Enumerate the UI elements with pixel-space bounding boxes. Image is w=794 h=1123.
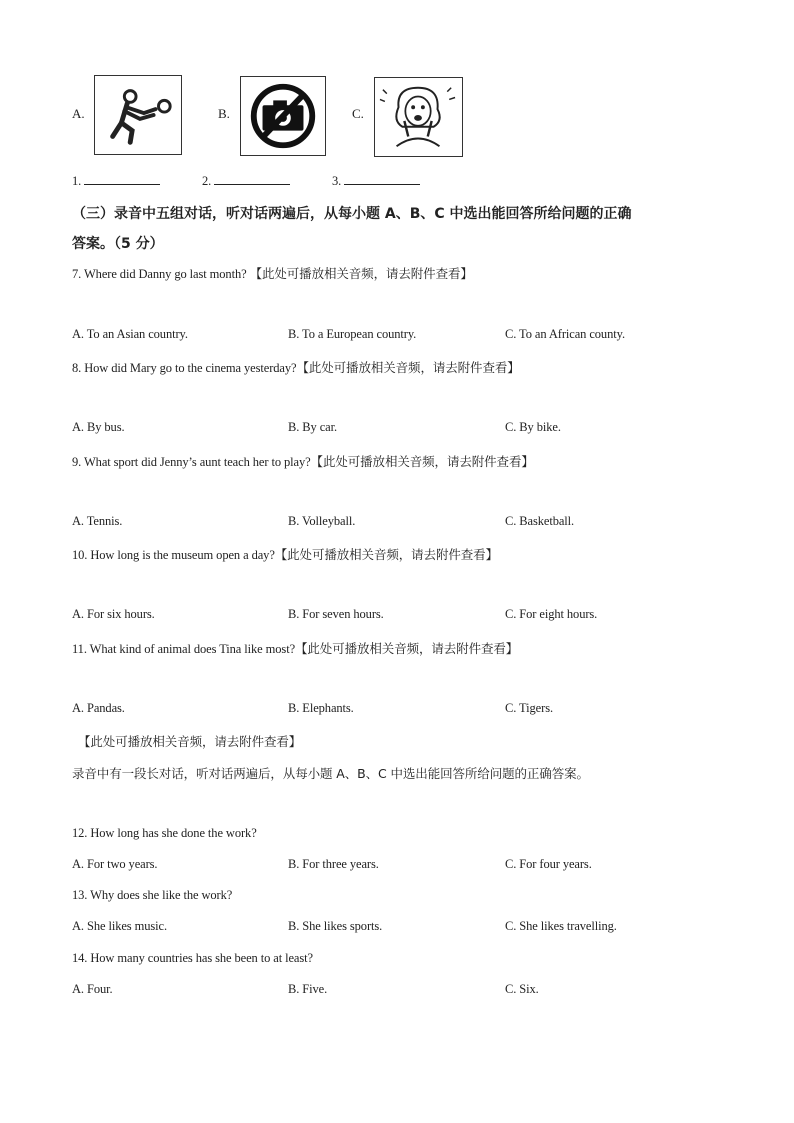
q7-option-b[interactable]: B. To a European country. — [288, 327, 417, 341]
blank-1-number: 1. — [72, 174, 82, 188]
q10-option-a[interactable]: A. For six hours. — [72, 607, 155, 621]
question-14: 14. How many countries has she been to at least? — [72, 951, 313, 965]
q14-option-a[interactable]: A. Four. — [72, 982, 113, 996]
picture-c-label: C. — [352, 106, 364, 121]
question-9: 9. What sport did Jenny’s aunt teach her to play?【此处可播放相关音频，请去附件查看】 — [72, 455, 534, 469]
q8-option-a[interactable]: A. By bus. — [72, 420, 125, 434]
question-13: 13. Why does she like the work? — [72, 888, 233, 902]
section-3-heading-line2: 答案。（5 分） — [72, 236, 164, 252]
blank-3[interactable] — [332, 173, 420, 189]
q7-option-a[interactable]: A. To an Asian country. — [72, 327, 188, 341]
volleyball-player-icon — [94, 75, 182, 155]
q14-option-c[interactable]: C. Six. — [505, 982, 539, 996]
blank-2-number: 2. — [202, 174, 212, 188]
q13-option-c[interactable]: C. She likes travelling. — [505, 919, 617, 933]
q14-option-b[interactable]: B. Five. — [288, 982, 328, 996]
question-11: 11. What kind of animal does Tina like most?【此处可播放相关音频，请去附件查看】 — [72, 642, 519, 656]
long-dialog-intro: 录音中有一段长对话，听对话两遍后，从每小题 A、B、C 中选出能回答所给问题的正确答案。 — [72, 766, 589, 781]
q8-option-b[interactable]: B. By car. — [288, 420, 337, 434]
question-12: 12. How long has she done the work? — [72, 826, 257, 840]
frightened-woman-icon — [374, 77, 463, 157]
q11-option-c[interactable]: C. Tigers. — [505, 701, 553, 715]
q13-option-a[interactable]: A. She likes music. — [72, 919, 167, 933]
picture-b-label: B. — [218, 106, 230, 121]
q10-option-c[interactable]: C. For eight hours. — [505, 607, 598, 621]
q13-option-b[interactable]: B. She likes sports. — [288, 919, 383, 933]
section-3-heading-line1: （三）录音中五组对话，听对话两遍后，从每小题 A、B、C 中选出能回答所给问题的正确 — [72, 206, 632, 222]
q9-option-a[interactable]: A. Tennis. — [72, 514, 123, 528]
q12-option-a[interactable]: A. For two years. — [72, 857, 158, 871]
question-8: 8. How did Mary go to the cinema yesterday?【此处可播放相关音频，请去附件查看】 — [72, 361, 520, 375]
q9-option-c[interactable]: C. Basketball. — [505, 514, 575, 528]
q9-option-b[interactable]: B. Volleyball. — [288, 514, 356, 528]
no-camera-icon — [240, 76, 326, 156]
q8-option-c[interactable]: C. By bike. — [505, 420, 561, 434]
q12-option-c[interactable]: C. For four years. — [505, 857, 592, 871]
picture-a-label: A. — [72, 106, 85, 121]
q11-option-b[interactable]: B. Elephants. — [288, 701, 354, 715]
blank-3-number: 3. — [332, 174, 342, 188]
q10-option-b[interactable]: B. For seven hours. — [288, 607, 384, 621]
blank-2[interactable] — [202, 173, 290, 189]
q11-option-a[interactable]: A. Pandas. — [72, 701, 125, 715]
question-7: 7. Where did Danny go last month? 【此处可播放相关音频，请去附件查看】 — [72, 267, 473, 281]
q12-option-b[interactable]: B. For three years. — [288, 857, 379, 871]
question-10: 10. How long is the museum open a day?【此处可播放相关音频，请去附件查看】 — [72, 548, 498, 562]
audio-note[interactable]: 【此处可播放相关音频，请去附件查看】 — [78, 734, 302, 749]
blank-1[interactable] — [72, 173, 160, 189]
q7-option-c[interactable]: C. To an African county. — [505, 327, 625, 341]
